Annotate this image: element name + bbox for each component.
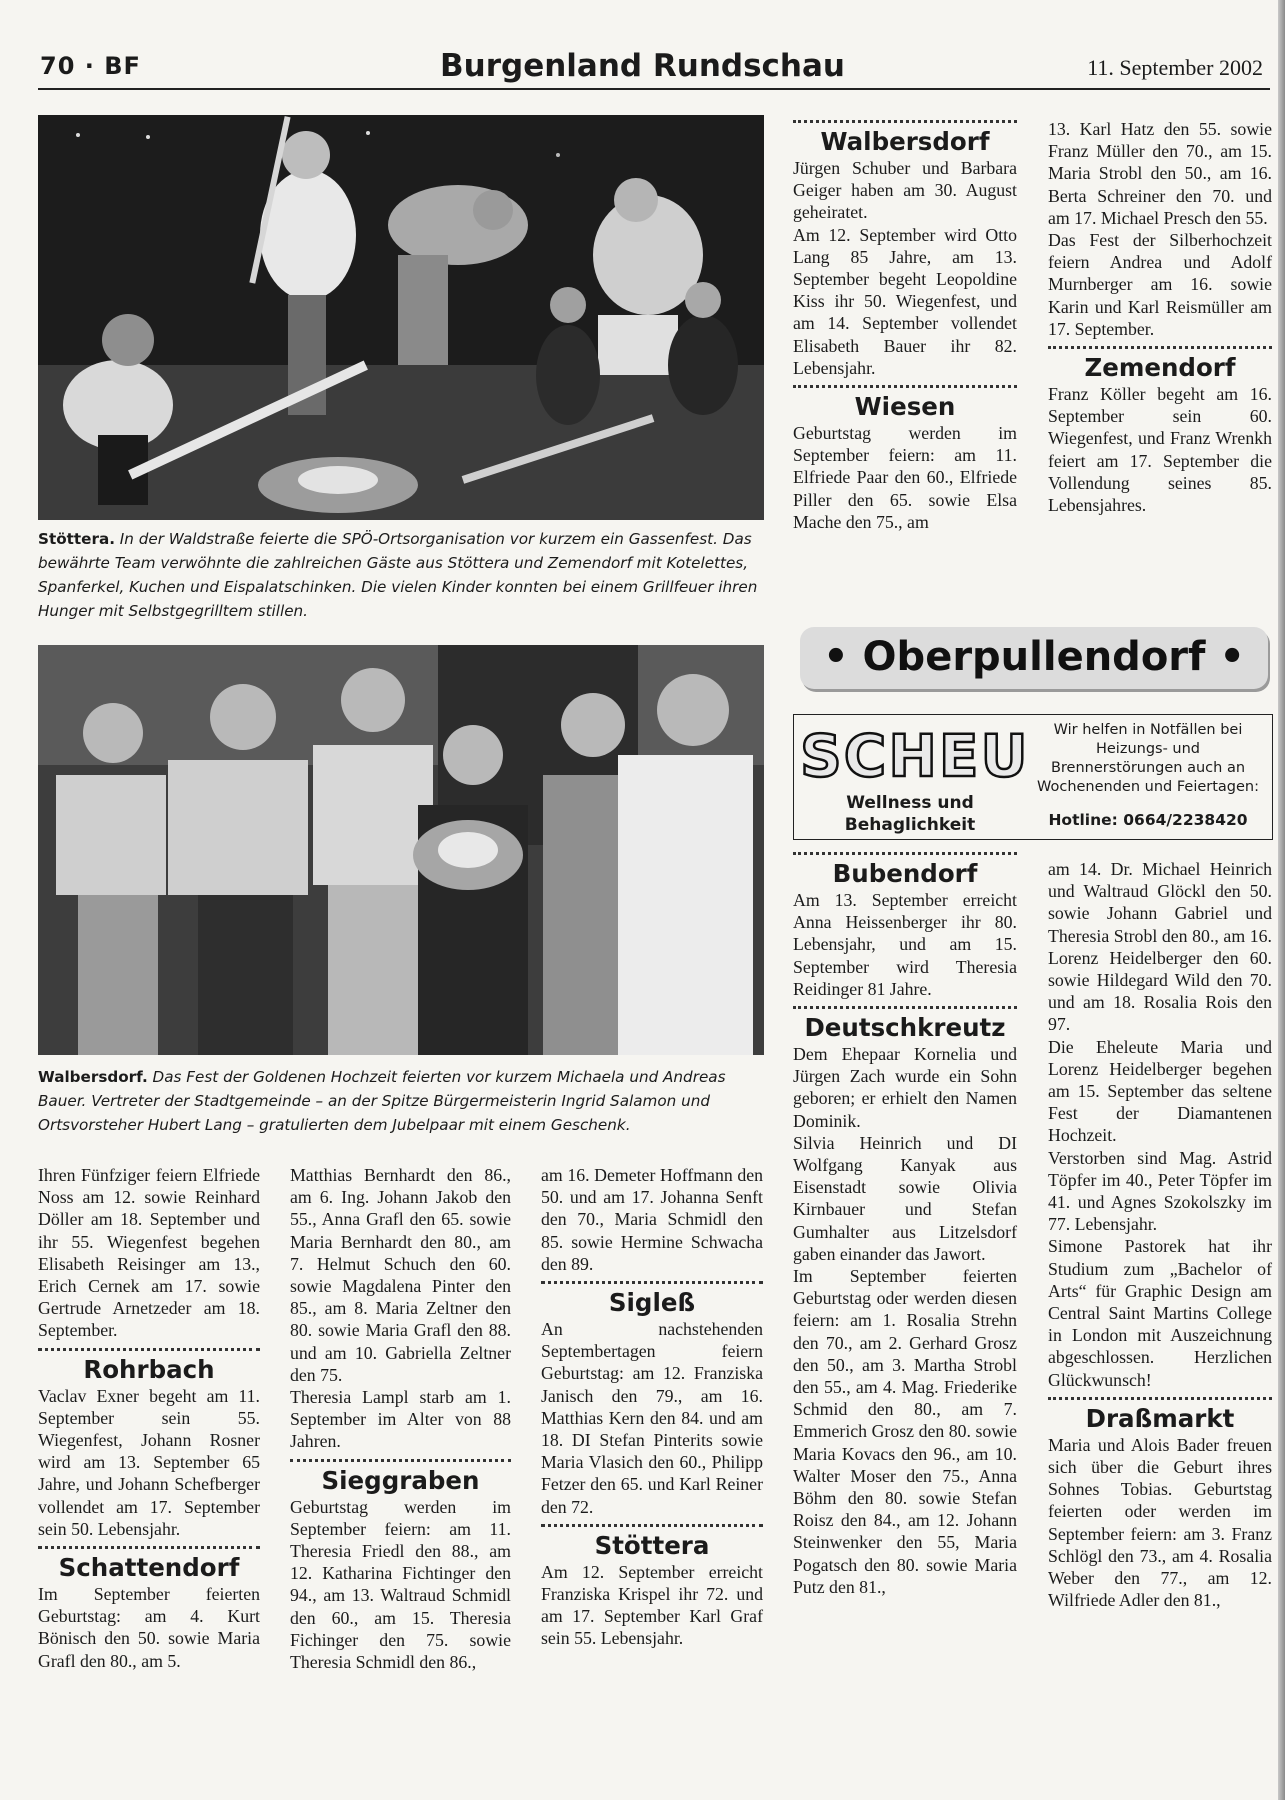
newspaper-title: Burgenland Rundschau: [440, 48, 845, 84]
article-paragraph: Matthias Bernhardt den 86., am 6. Ing. Johann Jakob den 55., Anna Grafl den 65. sowie Maria Bernhardt den 80., am 7. Helmut Schuch den 60. sowie Magdalena Pinter den 85., am 8. Maria Zeltner den 80. sowie Maria Grafl den 88. und am 10. Gabriella Zeltner den 75.: [290, 1165, 511, 1385]
issue-date: 11. September 2002: [1087, 55, 1263, 80]
article-paragraph: Maria und Alois Bader freuen sich über die Geburt ihres Sohnes Tobias. Geburtstag feierten oder werden im September feiern: am 3. Franz Schlögl den 73., am 4. Rosalia Weber den 77., am 12. Wilfriede Adler den 81.,: [1048, 1434, 1272, 1611]
photo-icon: [38, 645, 764, 1055]
column-d: [793, 118, 1017, 533]
article-paragraph: Am 13. September erreicht Anna Heissenberger ihr 80. Lebensjahr, und am 15. September wird Theresia Reidinger 81 Jahre.: [793, 890, 1017, 999]
section-walbersdorf: [793, 120, 1017, 379]
caption-text: In der Waldstraße feierte die SPÖ-Ortsorganisation vor kurzem ein Gassenfest. Das bewährte Team verwöhnte die zahlreichen Gäste aus Stöttera und Zemendorf mit Kotelettes, Spanferkel, Kuchen und Eispalatschinken. Die vielen Kinder konnten bei einem Grillfeuer ihren Hunger mit Selbstgegrilltem stillen.: [38, 530, 758, 620]
column-e: [1048, 118, 1272, 516]
section-divider: [38, 1348, 260, 1351]
section-divider: [793, 852, 1017, 855]
section-zemendorf: [1048, 346, 1272, 516]
section-divider: [793, 1006, 1017, 1009]
column-g: [1048, 858, 1272, 1612]
column-f: [793, 850, 1017, 1598]
article-paragraph: Franz Köller begeht am 16. September sein 60. Wiegenfest, und Franz Wrenkh feiert am 17. September die Vollendung seines 85. Lebensjahres.: [1048, 384, 1272, 516]
section-title: Sigleß: [608, 1288, 696, 1318]
advertisement-scheu: [793, 714, 1273, 840]
section-title: Zemendorf: [1084, 353, 1236, 383]
article-paragraph: Am 12. September wird Otto Lang 85 Jahre, am 13. September begeht Leopoldine Kiss ihr 50. Wiegenfest, und am 14. September vollendet Elisabeth Bauer ihr 82. Lebensjahr.: [793, 224, 1017, 378]
section-divider: [1048, 1397, 1272, 1400]
ad-slogan-line1: Wellness und: [846, 793, 974, 813]
section-divider: [793, 120, 1017, 123]
section-divider: [541, 1524, 763, 1527]
caption-place: Stöttera.: [38, 530, 115, 548]
article-paragraph: 13. Karl Hatz den 55. sowie Franz Müller den 70., am 15. Maria Strobl den 50., am 16. Berta Schreiner den 70. und am 17. Michael Presch den 55.: [1048, 119, 1272, 228]
section-title: Draßmarkt: [1085, 1403, 1235, 1433]
section-divider: [793, 385, 1017, 388]
section-sieggraben: [290, 1459, 511, 1674]
section-title: Wiesen: [854, 392, 956, 422]
page-section-label: 70 · BF: [40, 52, 141, 80]
caption-place: Walbersdorf.: [38, 1068, 148, 1086]
article-paragraph: Theresia Lampl starb am 1. September im Alter von 88 Jahren.: [290, 1387, 511, 1452]
photo-caption-walbersdorf: [38, 1065, 766, 1137]
article-paragraph: Vaclav Exner begeht am 11. September sein 55. Wiegenfest, Johann Rosner wird am 13. September 65 Jahre, und Johann Schefberger vollendet am 17. September sein 50. Lebensjahr.: [38, 1385, 260, 1539]
article-paragraph: am 14. Dr. Michael Heinrich und Waltraud Glöckl den 50. sowie Johann Gabriel und Theresia Strobl den 80., am 16. Lorenz Heidelberger den 60. sowie Hildegard Wild den 70. und am 18. Rosalia Rois den 97.: [1048, 859, 1272, 1035]
section-title: Stöttera: [594, 1530, 710, 1560]
photo-stoettera-festival: [38, 115, 764, 520]
article-paragraph: Im September feierten Geburtstag: am 4. Kurt Bönisch den 50. sowie Maria Grafl den 80., am 5.: [38, 1584, 260, 1671]
section-title: Rohrbach: [83, 1354, 215, 1384]
section-title: Deutschkreutz: [804, 1013, 1006, 1043]
section-sigless: [541, 1281, 763, 1518]
article-paragraph: Verstorben sind Mag. Astrid Töpfer im 40., Peter Töpfer im 41. und Agnes Szokolszky im 77. Lebensjahr.: [1048, 1147, 1272, 1235]
section-title: Schattendorf: [58, 1553, 240, 1583]
ad-service-text: Wir helfen in Notfällen bei Heizungs- und Brennerstörungen auch an Wochenenden und Feiertagen:: [1036, 722, 1259, 795]
section-divider: [541, 1281, 763, 1284]
section-deutschkreutz: [793, 1006, 1017, 1598]
photo-caption-stoettera: [38, 527, 766, 623]
article-paragraph: An nachstehenden Septembertagen feiern Geburtstag: am 12. Franziska Janisch den 79., am 16. Matthias Kern den 84. und am 18. DI Stefan Pinterits sowie Maria Vlasich den 60., Philipp Fetzer den 65. und Karl Reiner den 72.: [541, 1319, 763, 1517]
column-c: [541, 1164, 763, 1650]
column-a: [38, 1164, 260, 1672]
section-divider: [1048, 346, 1272, 349]
section-title: Bubendorf: [832, 859, 978, 888]
photo-walbersdorf-golden-wedding: [38, 645, 764, 1055]
article-paragraph: Dem Ehepaar Kornelia und Jürgen Zach wurde ein Sohn geboren; er erhielt den Namen Dominik.: [793, 1044, 1017, 1131]
article-paragraph: Geburtstag werden im September feiern: am 11. Elfriede Paar den 60., Elfriede Piller den 65. sowie Elsa Mache den 75., am: [793, 423, 1017, 532]
article-paragraph: Das Fest der Silberhochzeit feiern Andrea und Adolf Murnberger am 16. sowie Karin und Karl Reismüller am 17. September.: [1048, 230, 1272, 339]
section-divider: [38, 1546, 260, 1549]
article-paragraph: Jürgen Schuber und Barbara Geiger haben am 30. August geheiratet.: [793, 158, 1017, 223]
region-banner-oberpullendorf: • Oberpullendorf •: [800, 627, 1268, 689]
article-paragraph: Die Eheleute Maria und Lorenz Heidelberger begehen am 15. September das seltene Fest der Diamantenen Hochzeit.: [1048, 1036, 1272, 1146]
article-paragraph: Simone Pastorek hat ihr Studium zum „Bachelor of Arts“ für Graphic Design am Central Saint Martins College in London mit Auszeichnung abgeschlossen. Herzlichen Glückwunsch!: [1048, 1236, 1272, 1390]
caption-text: Das Fest der Goldenen Hochzeit feierten vor kurzem Michaela und Andreas Bauer. Vertreter der Stadtgemeinde – an der Spitze Bürgermeisterin Ingrid Salamon und Ortsvorsteher Hubert Lang – gratulierten dem Jubelpaar mit einem Geschenk.: [38, 1068, 726, 1134]
article-paragraph: Am 12. September erreicht Franziska Krispel ihr 72. und am 17. September Karl Graf sein 55. Lebensjahr.: [541, 1561, 763, 1649]
scan-edge: [1278, 0, 1285, 1800]
section-schattendorf: [38, 1546, 260, 1672]
section-stoettera: [541, 1524, 763, 1650]
photo-icon: [38, 115, 764, 520]
section-bubendorf: [793, 852, 1017, 1000]
article-paragraph: Geburtstag werden im September feiern: am 11. Theresia Friedl den 88., am 12. Katharina Fichtinger den 94., am 13. Waltraud Schmidl den 60., am 15. Theresia Fichinger den 75. sowie Theresia Schmidl den 86.,: [290, 1496, 511, 1673]
article-paragraph: Silvia Heinrich und DI Wolfgang Kanyak aus Eisenstadt sowie Olivia Kirnbauer und Stefan Gumhalter aus Litzelsdorf gaben einander das Jawort.: [793, 1132, 1017, 1264]
ad-logo: SCHEU: [800, 722, 1030, 790]
section-rohrbach: [38, 1348, 260, 1540]
header-rule: [38, 88, 1270, 90]
column-b: [290, 1164, 511, 1673]
article-paragraph: Im September feierten Geburtstag oder werden diesen feiern: am 1. Rosalia Strehn den 70., am 2. Gerhard Grosz den 50., am 3. Martha Strobl den 55., am 4. Mag. Friederike Schmid den 80., am 7. Emmerich Grosz den 80. sowie Maria Kovacs den 96., am 10. Walter Moser den 75., Anna Böhm den 80. sowie Stefan Roisz den 84., am 12. Johann Steinwenker den 55, Maria Pogatsch den 80. sowie Maria Putz den 81.,: [793, 1266, 1017, 1597]
section-title: Sieggraben: [321, 1465, 480, 1495]
article-paragraph: Ihren Fünfziger feiern Elfriede Noss am 12. sowie Reinhard Döller am 18. September und ihr 55. Wiegenfest begehen Elisabeth Reisinger am 13., Erich Cernek am 17. sowie Gertrude Arnetzeder am 18. September.: [38, 1165, 260, 1341]
section-divider: [290, 1459, 511, 1462]
ad-hotline: Hotline: 0664/2238420: [1048, 811, 1248, 829]
ad-slogan-line2: Behaglichkeit: [844, 815, 976, 835]
article-paragraph: am 16. Demeter Hoffmann den 50. und am 17. Johanna Senft den 70., Maria Schmidl den 85. sowie Hermine Schwacha den 89.: [541, 1165, 763, 1274]
section-title: Walbersdorf: [820, 127, 990, 156]
section-drassmarkt: [1048, 1397, 1272, 1612]
section-wiesen: [793, 385, 1017, 533]
